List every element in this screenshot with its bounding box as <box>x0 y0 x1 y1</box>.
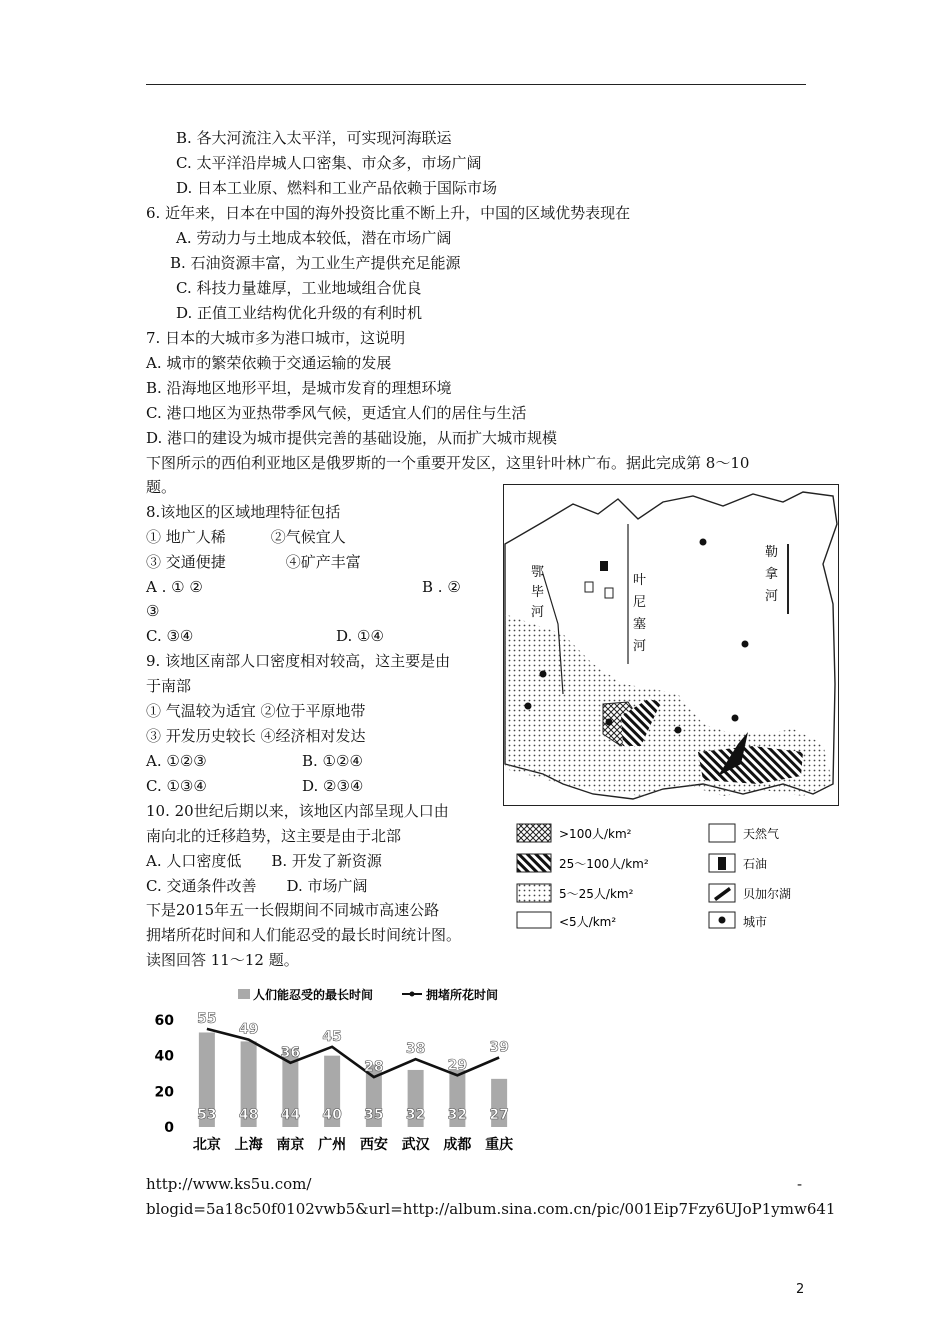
density-25-100-zone-east <box>698 746 803 784</box>
bar-value-label: 48 <box>238 1107 259 1123</box>
ob-label-1: 鄂 <box>531 565 545 580</box>
legend-swatch-5-25 <box>517 884 551 902</box>
yenisei-label-3: 塞 <box>633 617 647 632</box>
x-tick-label: 广州 <box>318 1137 347 1153</box>
legend-city-dot <box>719 917 726 924</box>
intro-11-12-cont: 拥堵所花时间和人们能忍受的最长时间统计图。 <box>146 926 462 944</box>
bar-value-label: 40 <box>322 1107 342 1123</box>
x-tick-label: 成都 <box>443 1137 472 1153</box>
legend-label-25-100: 25～100人/km² <box>559 857 649 871</box>
q8-option-b-cont: ③ <box>146 602 160 620</box>
traffic-chart-svg <box>140 980 530 1160</box>
q9-option-a: A. ①②③ <box>146 752 207 770</box>
city-icon-2 <box>742 641 749 648</box>
bar-value-label: 32 <box>447 1107 468 1123</box>
city-icon-6 <box>732 715 739 722</box>
line-value-label: 39 <box>489 1039 509 1056</box>
oil-icon <box>600 561 608 571</box>
chart-bars <box>197 1032 509 1127</box>
intro-11-12-end: 读图回答 11～12 题。 <box>146 951 299 969</box>
bar-value-label: 27 <box>489 1107 509 1123</box>
city-icon-3 <box>540 671 547 678</box>
y-tick-label: 0 <box>164 1120 174 1136</box>
q5-option-b: B. 各大河流注入太平洋，可实现河海联运 <box>176 129 452 147</box>
q7-option-c: C. 港口地区为亚热带季风气候，更适宜人们的居住与生活 <box>146 404 527 422</box>
chart-y-axis <box>155 1013 175 1136</box>
city-icon-7 <box>606 719 613 726</box>
lena-label-3: 河 <box>765 589 779 604</box>
siberia-map-svg <box>503 484 839 930</box>
q9-stem-cont: 于南部 <box>146 677 192 695</box>
q6-option-a: A. 劳动力与土地成本较低，潜在市场广阔 <box>176 229 452 247</box>
lena-label-2: 拿 <box>765 567 779 582</box>
q6-option-d: D. 正值工业结构优化升级的有利时机 <box>176 304 423 322</box>
q5-option-d: D. 日本工业原、燃料和工业产品依赖于国际市场 <box>176 179 498 197</box>
line-value-label: 36 <box>280 1044 301 1061</box>
line-value-label: 29 <box>447 1057 468 1074</box>
q9-stem: 9. 该地区南部人口密度相对较高，这主要是由 <box>146 652 451 670</box>
x-tick-label: 南京 <box>276 1137 305 1153</box>
yenisei-label-1: 叶 <box>633 573 647 588</box>
city-icon-4 <box>525 703 532 710</box>
q6-stem: 6. 近年来，日本在中国的海外投资比重不断上升，中国的区域优势表现在 <box>146 204 631 222</box>
page-number: 2 <box>796 1282 805 1297</box>
legend-bar-label: 人们能忍受的最长时间 <box>253 988 374 1002</box>
legend-line-label: 拥堵所花时间 <box>426 988 499 1002</box>
y-tick-label: 40 <box>154 1048 174 1065</box>
legend-swatch-25-100 <box>517 854 551 872</box>
line-value-label: 49 <box>238 1021 259 1038</box>
map-legend <box>517 824 791 929</box>
q9-option-c: C. ①③④ <box>146 777 207 795</box>
q7-option-a: A. 城市的繁荣依赖于交通运输的发展 <box>146 354 392 372</box>
gas-icon-2 <box>605 588 613 598</box>
q9-option-d: D. ②③④ <box>302 777 364 795</box>
intro-8-10: 下图所示的西伯利亚地区是俄罗斯的一个重要开发区，这里针叶林广布。据此完成第 8～10 <box>146 454 750 472</box>
y-tick-label: 60 <box>154 1013 174 1029</box>
legend-label-under-5: <5人/km² <box>559 915 617 929</box>
siberia-map <box>503 484 839 930</box>
intro-11-12: 下是2015年五一长假期间不同城市高速公路 <box>146 901 440 919</box>
legend-bar-swatch <box>238 989 250 999</box>
q8-option-b: B . ② <box>422 578 461 596</box>
line-value-label: 38 <box>405 1041 426 1058</box>
legend-line-marker <box>410 992 415 997</box>
city-icon-5 <box>675 727 682 734</box>
line-value-label: 45 <box>322 1028 342 1045</box>
legend-gas-icon <box>709 824 735 842</box>
q10-stem: 10. 20世纪后期以来，该地区内部呈现人口由 <box>146 802 449 820</box>
q5-option-c: C. 太平洋沿岸城人口密集、市众多，市场广阔 <box>176 154 482 172</box>
legend-label-city: 城市 <box>743 915 768 929</box>
lena-label-1: 勒 <box>765 545 779 560</box>
x-tick-label: 西安 <box>359 1137 388 1153</box>
gas-icon <box>585 582 593 592</box>
q9-items-2: ③ 开发历史较长 ④经济相对发达 <box>146 727 366 745</box>
header-rule <box>146 84 806 85</box>
q10-stem-cont: 南向北的迁移趋势，这主要是由于北部 <box>146 827 402 845</box>
q8-stem: 8.该地区的区域地理特征包括 <box>146 503 341 521</box>
bar-value-label: 35 <box>364 1107 384 1123</box>
legend-swatch-over-100 <box>517 824 551 842</box>
url-dash: - <box>797 1175 803 1193</box>
q7-stem: 7. 日本的大城市多为港口城市，这说明 <box>146 329 406 347</box>
traffic-chart <box>140 980 530 1160</box>
chart-category-labels <box>193 1136 513 1153</box>
q9-items-1: ① 气温较为适宜 ②位于平原地带 <box>146 702 366 720</box>
yenisei-label-2: 尼 <box>633 595 647 610</box>
q6-option-c: C. 科技力量雄厚，工业地域组合优良 <box>176 279 422 297</box>
q9-option-b: B. ①②④ <box>302 752 363 770</box>
x-tick-label: 重庆 <box>485 1137 514 1153</box>
q10-options-cd: C. 交通条件改善 D. 市场广阔 <box>146 877 368 895</box>
q7-option-b: B. 沿海地区地形平坦，是城市发育的理想环境 <box>146 379 452 397</box>
x-tick-label: 上海 <box>234 1137 263 1153</box>
legend-swatch-under-5 <box>517 912 551 928</box>
q8-option-c: C. ③④ <box>146 627 194 645</box>
url-line-1[interactable]: http://www.ks5u.com/ <box>146 1175 312 1193</box>
y-tick-label: 20 <box>154 1084 174 1101</box>
q6-option-b: B. 石油资源丰富，为工业生产提供充足能源 <box>170 254 461 272</box>
line-value-label: 28 <box>364 1059 384 1076</box>
bar-value-label: 44 <box>280 1107 301 1123</box>
q8-items-2: ③ 交通便捷 ④矿产丰富 <box>146 553 361 571</box>
url-line-2[interactable]: blogid=5a18c50f0102vwb5&url=http://album.sina.com.cn/pic/001Eip7Fzy6UJoP1ymw641 <box>146 1200 836 1218</box>
q8-items-1: ① 地广人稀 ②气候宜人 <box>146 528 346 546</box>
x-tick-label: 北京 <box>192 1137 221 1153</box>
ob-label-3: 河 <box>531 605 545 620</box>
legend-label-5-25: 5～25人/km² <box>559 887 634 901</box>
chart-legend <box>238 987 498 1002</box>
bar-value-label: 32 <box>405 1107 426 1123</box>
ob-label-2: 毕 <box>531 585 545 600</box>
q10-options-ab: A. 人口密度低 B. 开发了新资源 <box>146 852 382 870</box>
legend-label-lake: 贝加尔湖 <box>743 887 792 901</box>
legend-label-over-100: >100人/km² <box>559 827 632 841</box>
q8-option-d: D. ①④ <box>336 627 384 645</box>
q8-option-a: A . ① ② <box>146 578 203 596</box>
legend-label-oil: 石油 <box>743 857 768 871</box>
yenisei-label-4: 河 <box>633 639 647 654</box>
legend-label-gas: 天然气 <box>743 827 780 841</box>
city-icon <box>700 539 707 546</box>
q7-option-d: D. 港口的建设为城市提供完善的基础设施，从而扩大城市规模 <box>146 429 558 447</box>
bar-value-label: 53 <box>197 1107 217 1123</box>
legend-oil-icon-fill <box>718 857 726 870</box>
x-tick-label: 武汉 <box>401 1137 430 1153</box>
line-value-label: 55 <box>197 1010 217 1027</box>
intro-8-10-cont: 题。 <box>146 478 177 496</box>
